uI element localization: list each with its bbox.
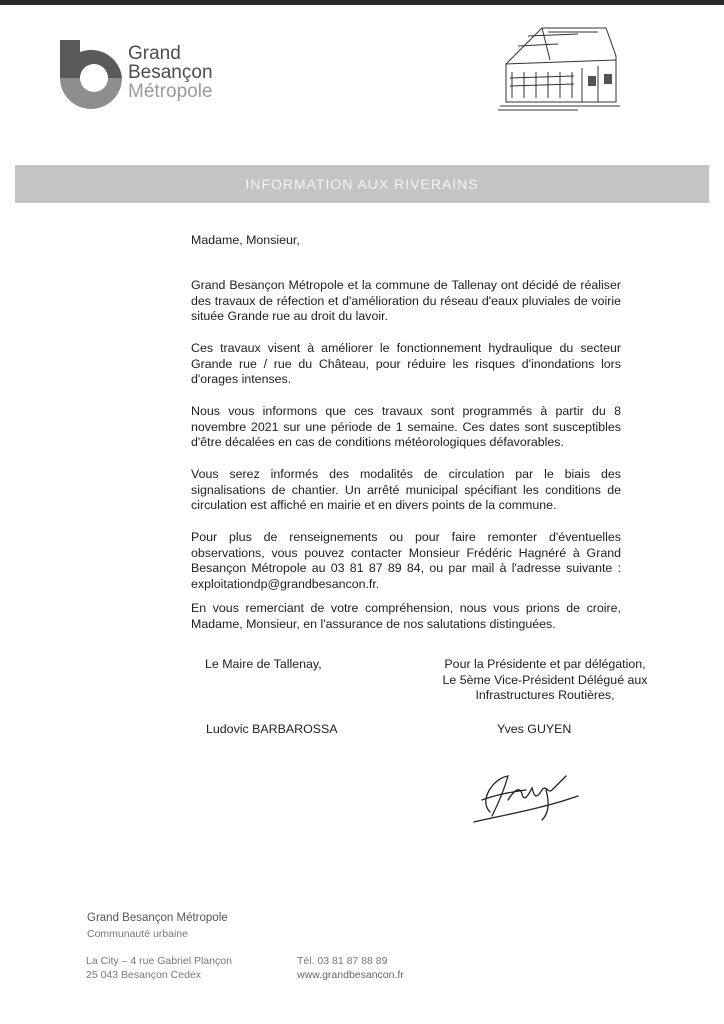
page-top-edge	[0, 0, 724, 5]
footer-address-line: La City – 4 rue Gabriel Plançon	[86, 955, 232, 967]
letter-paragraph: Pour plus de renseignements ou pour faire remonter d'éventuelles observations, vous pouvez contacter Monsieur Frédéric Hagnéré à Grand Besançon Métropole au 03 81 87 89 84, ou par mail à l'adresse suivante : exploitationdp@grandbesancon.fr.	[191, 530, 621, 591]
handwritten-signature	[468, 760, 586, 830]
footer-org-subtitle: Communauté urbaine	[87, 928, 188, 940]
vice-president-title-line: Infrastructures Routières,	[475, 688, 615, 703]
footer-address-line: 25 043 Besançon Cedex	[86, 969, 202, 981]
lavoir-drawing	[498, 20, 622, 112]
letter-salutation: Madame, Monsieur,	[191, 233, 300, 247]
logo-line-besancon: Besançon	[128, 62, 213, 83]
letter-paragraph: En vous remerciant de votre compréhension, nous vous prions de croire, Madame, Monsieur, en l'assurance de nos salutations distinguées.	[191, 601, 621, 631]
footer-org-name: Grand Besançon Métropole	[87, 912, 228, 924]
mayor-name: Ludovic BARBAROSSA	[206, 722, 338, 736]
vice-president-title-line: Le 5ème Vice-Président Délégué aux	[442, 672, 648, 687]
vice-president-name: Yves GUYEN	[497, 722, 572, 736]
vice-president-title	[395, 657, 695, 704]
logo-wordmark	[128, 44, 213, 101]
logo-line-metropole: Métropole	[128, 81, 213, 102]
footer-phone: Tél. 03 81 87 88 89	[297, 955, 388, 967]
letter-paragraph: Ces travaux visent à améliorer le fonctionnement hydraulique du secteur Grande rue / rue du Château, pour réduire les risques d'inondations lors d'orages intenses.	[191, 341, 621, 387]
logo-line-grand: Grand	[128, 43, 181, 64]
info-banner: INFORMATION AUX RIVERAINS	[15, 165, 709, 203]
grand-besancon-logo	[60, 40, 280, 120]
letter-paragraph: Nous vous informons que ces travaux sont programmés à partir du 8 novembre 2021 sur une période de 1 semaine. Ces dates sont susceptibles d'être décalées en cas de conditions météorologiques défavorables.	[191, 404, 621, 450]
letter-paragraph: Grand Besançon Métropole et la commune de Tallenay ont décidé de réaliser des travaux de réfection et d'amélioration du réseau d'eaux pluviales de voirie située Grande rue au droit du lavoir.	[191, 278, 621, 324]
logo-b-mark	[60, 40, 124, 112]
vice-president-title-line: Pour la Présidente et par délégation,	[444, 657, 646, 671]
mayor-title: Le Maire de Tallenay,	[205, 657, 322, 671]
footer-website-link[interactable]: www.grandbesancon.fr	[297, 969, 404, 981]
letter-paragraph: Vous serez informés des modalités de circulation par le biais des signalisations de chantier. Un arrêté municipal spécifiant les conditions de circulation est affiché en mairie et en divers points de la commune.	[191, 467, 621, 513]
